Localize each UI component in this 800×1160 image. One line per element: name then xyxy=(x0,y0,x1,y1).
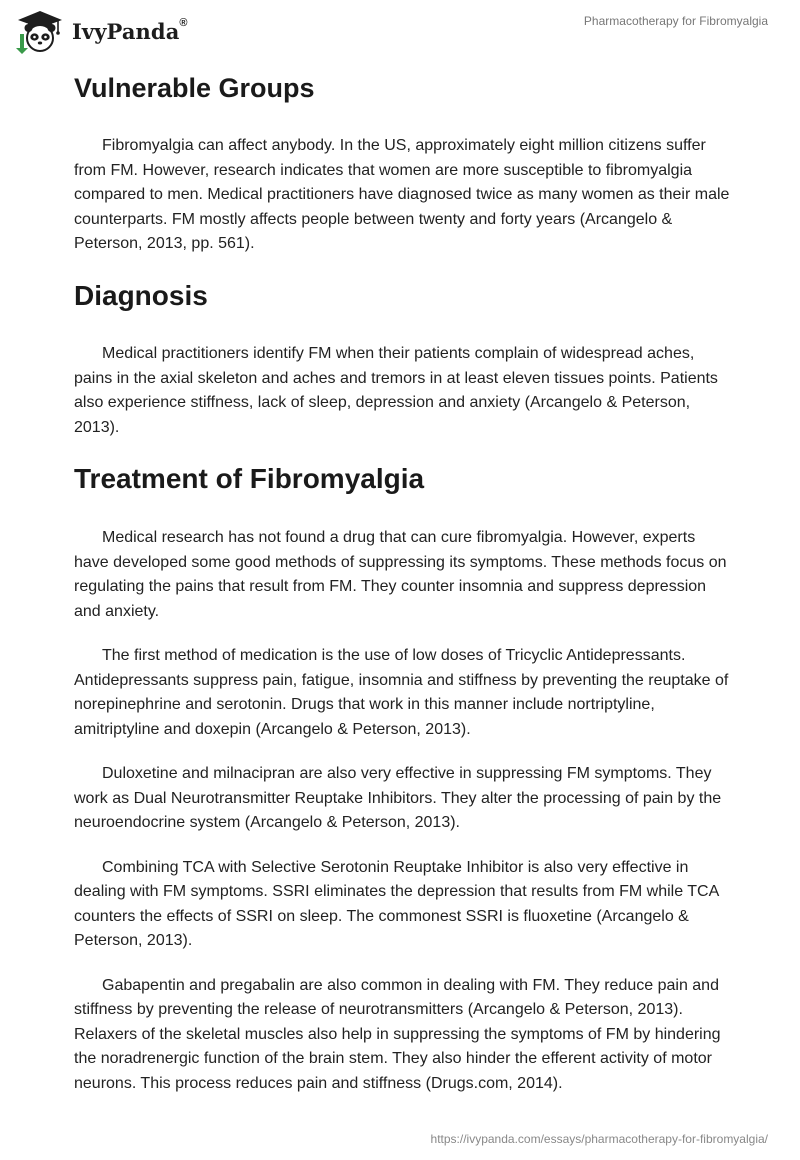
paragraph: Gabapentin and pregabalin are also common in dealing with FM. They reduce pain and stiffness by preventing the release of neurotransmitters (Arcangelo & Peterson, 2013). Relaxers of the skeletal muscles also help in suppressing the symptoms of FM by hindering the noradrenergic function of the brain stem. They also hinder the efferent activity of motor neurons. This process reduces pain and stiffness (Drugs.com, 2014). xyxy=(74,976,721,1092)
essay-content xyxy=(74,72,730,1116)
paragraph: Medical research has not found a drug that can cure fibromyalgia. However, experts have developed some good methods of suppressing its symptoms. These methods focus on regulating the pains that result from FM. They counter insomnia and suppress depression and anxiety. xyxy=(74,529,727,620)
paragraph: Medical practitioners identify FM when their patients complain of widespread aches, pains in the axial skeleton and aches and tremors in at least eleven tissues points. Patients also experience stiffness, lack of sleep, depression and anxiety (Arcangelo & Peterson, 2013). xyxy=(74,345,718,436)
paragraph: Combining TCA with Selective Serotonin Reuptake Inhibitor is also very effective in dealing with FM symptoms. SSRI eliminates the depression that results from FM while TCA counters the effects of SSRI on sleep. The commonest SSRI is fluoxetine (Arcangelo & Peterson, 2013). xyxy=(74,858,719,950)
paragraph: Fibromyalgia can affect anybody. In the US, approximately eight million citizens suffer from FM. However, research indicates that women are more susceptible to fibromyalgia compared to men. Medical practitioners have diagnosed twice as many women as their male counterparts. FM mostly affects people between twenty and forty years (Arcangelo & Peterson, 2013, pp. 561). xyxy=(74,137,730,253)
panda-logo-icon xyxy=(14,8,66,54)
registered-mark: ® xyxy=(179,16,188,29)
paragraph: The first method of medication is the use of low doses of Tricyclic Antidepressants. Antidepressants suppress pain, fatigue, insomnia and stiffness by preventing the reuptake of norepinephrine and serotonin. Drugs that work in this manner include nortriptyline, amitriptyline and doxepin (Arcangelo & Peterson, 2013). xyxy=(74,647,729,738)
brand-name xyxy=(72,16,188,44)
section-heading-treatment: Treatment of Fibromyalgia xyxy=(74,463,425,495)
paragraph: Duloxetine and milnacipran are also very effective in suppressing FM symptoms. They work as Dual Neurotransmitter Reuptake Inhibitors. They alter the processing of pain by the neuroendocrine system (Arcangelo & Peterson, 2013). xyxy=(74,765,722,832)
section-heading-diagnosis: Diagnosis xyxy=(74,279,208,311)
document-title: Pharmacotherapy for Fibromyalgia xyxy=(583,14,768,28)
source-url[interactable]: https://ivypanda.com/essays/pharmacotherapy-for-fibromyalgia/ xyxy=(430,1132,768,1146)
brand-text: IvyPanda xyxy=(72,18,180,44)
ivypanda-logo[interactable] xyxy=(14,8,188,54)
section-heading-vulnerable-groups: Vulnerable Groups xyxy=(74,73,315,103)
page-header xyxy=(0,0,800,62)
